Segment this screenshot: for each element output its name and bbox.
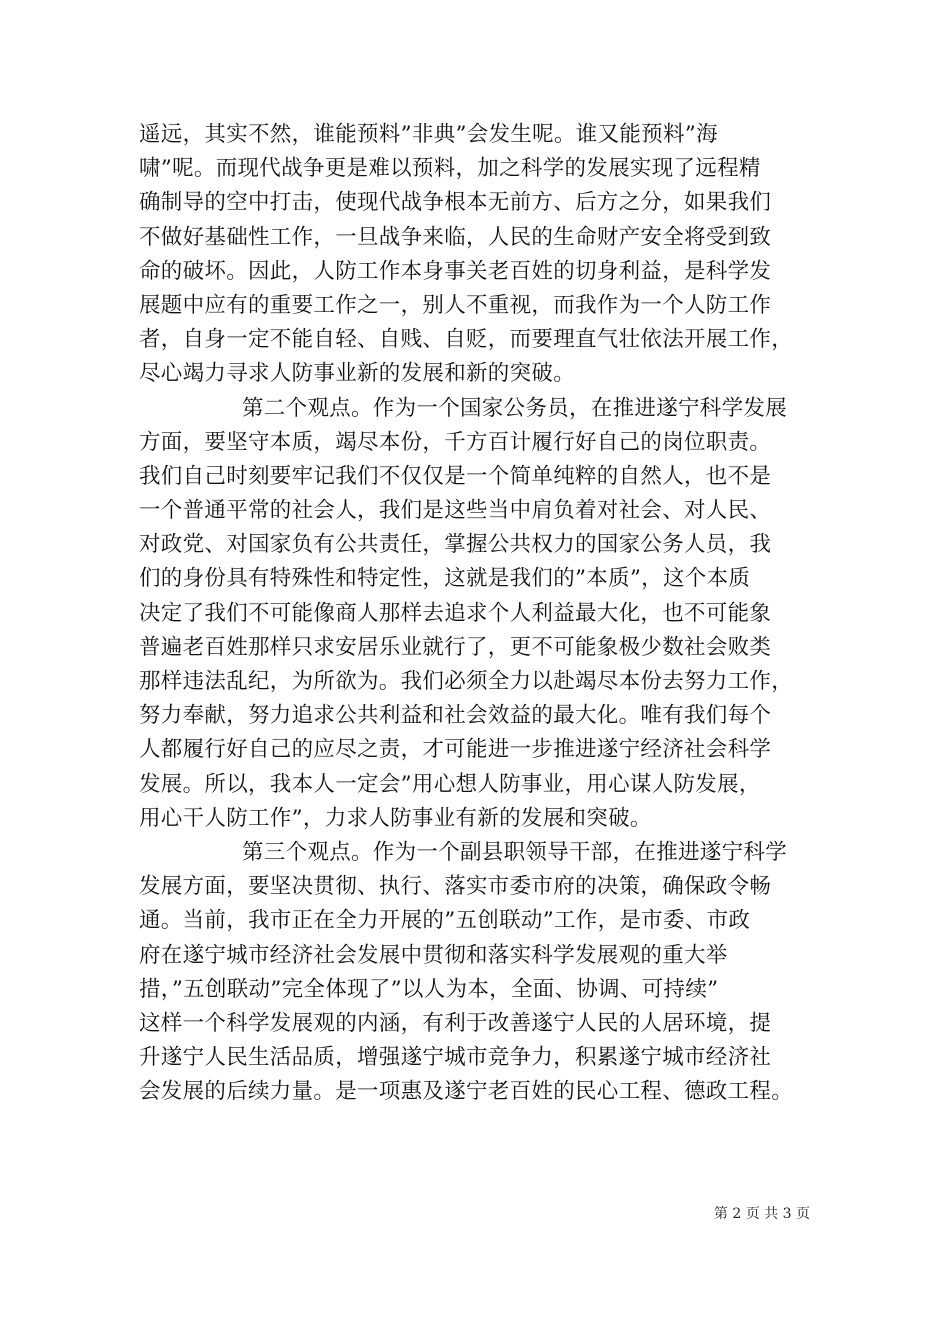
- text-line-8: 尽心竭力寻求人防事业新的发展和新的突破。: [139, 361, 576, 387]
- text-line-18: 努力奉献，努力追求公共利益和社会效益的最大化。唯有我们每个: [139, 703, 772, 729]
- text-line-28: 升遂宁人民生活品质，增强遂宁城市竞争力，积累遂宁城市经济社: [139, 1045, 772, 1071]
- text-line-4: 不做好基础性工作，一旦战争来临，人民的生命财产安全将受到致: [139, 224, 772, 250]
- paragraph-start-point-two: 第二个观点。作为一个国家公务员，在推进遂宁科学发展: [242, 395, 788, 421]
- page-number-footer: 第 2 页 共 3 页: [713, 1206, 810, 1222]
- text-line-13: 对政党、对国家负有公共责任，掌握公共权力的国家公务人员，我: [139, 532, 772, 558]
- text-line-12: 一个普通平常的社会人，我们是这些当中肩负着对社会、对人民、: [139, 498, 772, 524]
- text-line-20: 发展。所以，我本人一定会”用心想人防事业，用心谋人防发展，: [139, 771, 761, 797]
- text-line-16: 普遍老百姓那样只求安居乐业就行了，更不可能象极少数社会败类: [139, 634, 772, 660]
- document-body: [139, 118, 823, 1109]
- text-line-1: 遥远，其实不然，谁能预料”非典”会发生呢。谁又能预料”海: [139, 122, 718, 147]
- text-line-17: 那样违法乱纪，为所欲为。我们必须全力以赴竭尽本份去努力工作，: [139, 669, 794, 694]
- text-line-7: 者，自身一定不能自轻、自贱、自贬，而要理直气壮依法开展工作，: [139, 327, 794, 353]
- text-line-11: 我们自己时刻要牢记我们不仅仅是一个简单纯粹的自然人，也不是: [139, 463, 772, 489]
- text-line-2: 啸”呢。而现代战争更是难以预料，加之科学的发展实现了远程精: [139, 156, 761, 182]
- text-line-24: 通。当前，我市正在全力开展的”五创联动”工作，是市委、市政: [139, 908, 751, 934]
- text-line-10: 方面，要坚守本质，竭尽本份，千方百计履行好自己的岗位职责。: [139, 429, 772, 455]
- text-line-21: 用心干人防工作”，力求人防事业有新的发展和突破。: [139, 805, 652, 831]
- text-line-29: 会发展的后续力量。是一项惠及遂宁老百姓的民心工程、德政工程。: [139, 1079, 794, 1105]
- text-line-26: 措，”五创联动”完全体现了”以人为本，全面、协调、可持续”: [139, 976, 719, 1002]
- text-line-6: 展题中应有的重要工作之一，别人不重视，而我作为一个人防工作: [139, 292, 772, 318]
- text-line-15: 决定了我们不可能像商人那样去追求个人利益最大化，也不可能象: [139, 600, 772, 626]
- text-line-3: 确制导的空中打击，使现代战争根本无前方、后方之分，如果我们: [139, 190, 772, 216]
- paragraph-start-point-three: 第三个观点。作为一个副县职领导干部，在推进遂宁科学: [242, 839, 788, 865]
- text-line-27: 这样一个科学发展观的内涵，有利于改善遂宁人民的人居环境，提: [139, 1010, 772, 1036]
- text-line-23: 发展方面，要坚决贯彻、执行、落实市委市府的决策，确保政令畅: [139, 874, 772, 900]
- text-line-5: 命的破坏。因此，人防工作本身事关老百姓的切身利益，是科学发: [139, 258, 772, 284]
- text-line-25: 府在遂宁城市经济社会发展中贯彻和落实科学发展观的重大举: [139, 942, 728, 968]
- text-line-19: 人都履行好自己的应尽之责，才可能进一步推进遂宁经济社会科学: [139, 737, 772, 763]
- text-line-14: 们的身份具有特殊性和特定性，这就是我们的”本质”，这个本质: [139, 566, 751, 592]
